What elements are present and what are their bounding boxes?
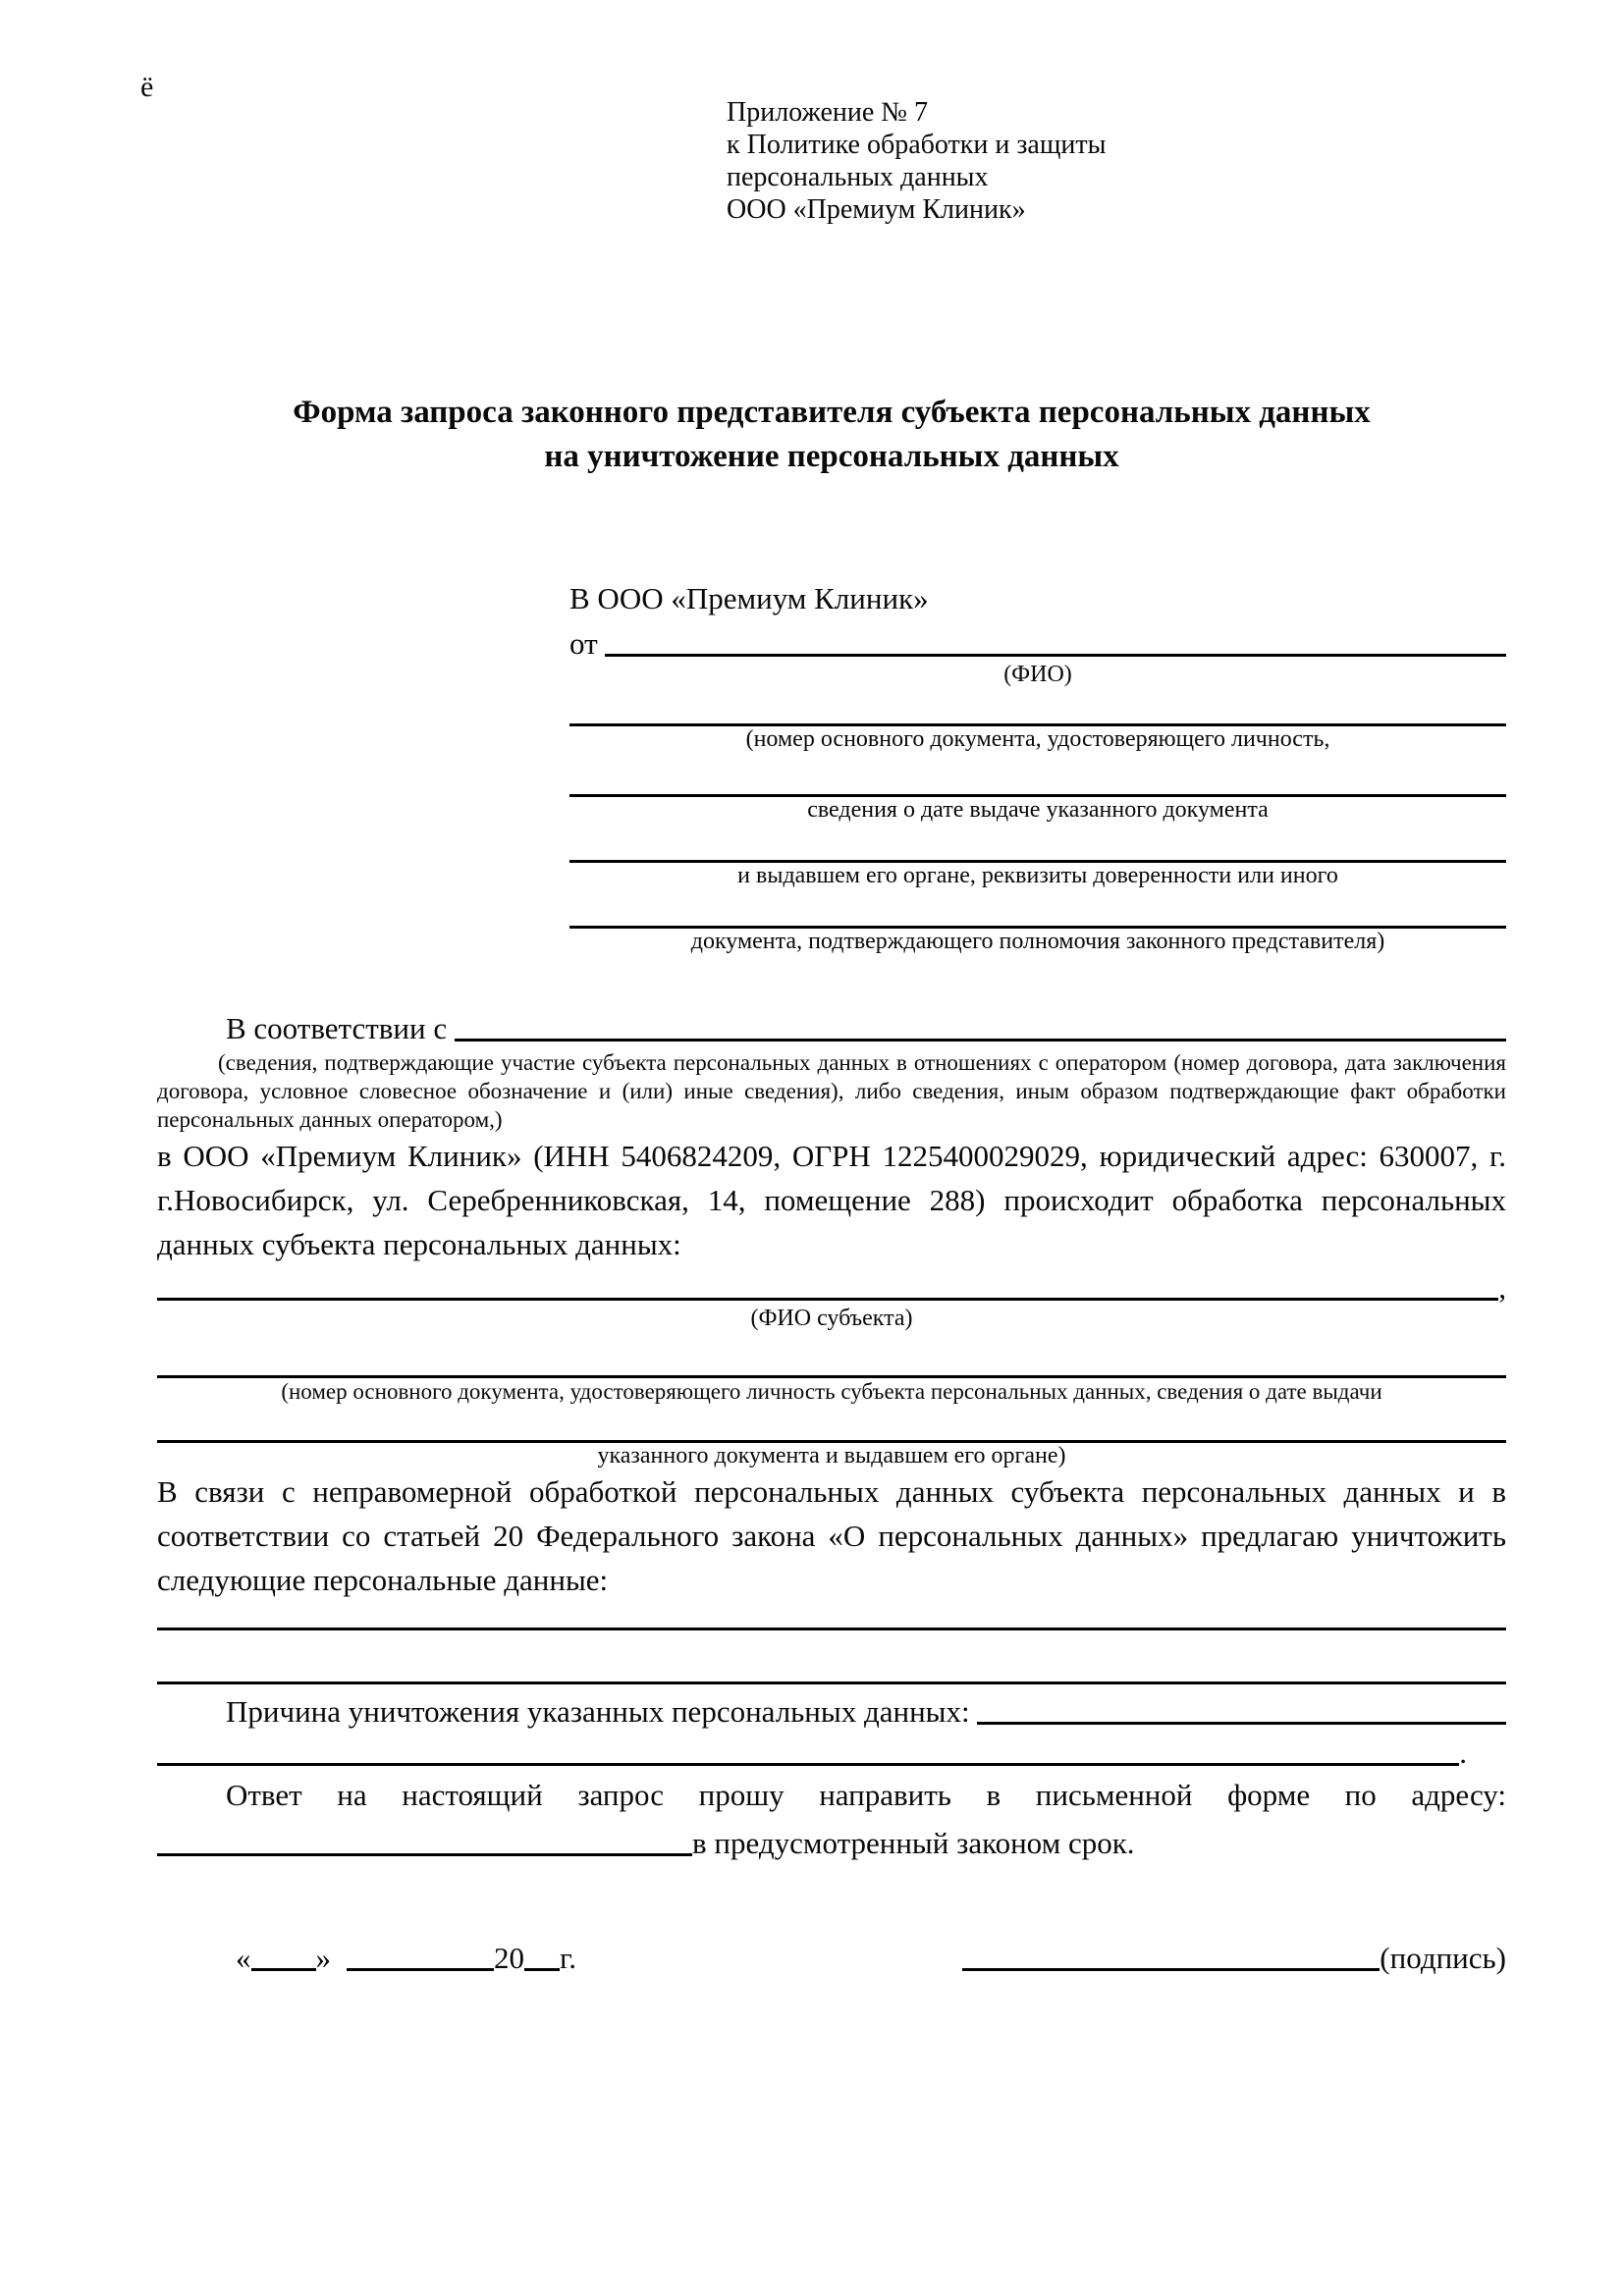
blank-data-line [157,1630,1506,1684]
field-caption: (номер основного документа, удостоверяющего личность субъекта персональных данных, сведения о дате выдачи [281,1379,1382,1404]
representative-doc-field [569,688,1506,753]
address-blank-line [157,1853,692,1856]
reason-terminator: . [1459,1735,1467,1770]
appendix-header-line: персональных данных [727,162,989,192]
date-day-line [251,1968,316,1971]
signature-line [962,1968,1380,1971]
document-title-line2: на уничтожение персональных данных [544,439,1119,474]
reason-fill-line [977,1722,1506,1725]
blank-field-line [569,753,1506,797]
document-title-line1: Форма запроса законного представителя субъекта персональных данных [293,395,1371,430]
date-year-line [524,1968,560,1971]
date-block [236,1932,576,1976]
blank-data-line [157,1602,1506,1630]
date-quote-close: » [315,1941,331,1975]
blank-field-line [569,688,1506,726]
reason-continuation-row [157,1730,1506,1771]
date-year-prefix: 20 [494,1941,524,1975]
accordance-note: (сведения, подтверждающие участие субъекта персональных данных в отношениях с оператором (номер договора, дата заключения договора, условное словесное обозначение и (или) иные сведения), либо сведения, иным образом подтверждающие факт обработки персональных данных оператором,) [157,1050,1506,1132]
reason-continuation-line [157,1763,1459,1766]
subject-fio-row [157,1266,1506,1306]
representative-doc-field [569,889,1506,955]
appendix-header-line: Приложение № 7 [727,97,928,128]
field-caption: и выдавшем его органе, реквизиты доверенности или иного [737,863,1338,888]
answer-suffix: в предусмотренный законом срок. [692,1826,1135,1860]
blank-field-line [569,824,1506,863]
reason-row [157,1684,1506,1730]
from-fill-line [605,654,1506,657]
representative-doc-field [569,824,1506,889]
appendix-header-line: к Политике обработки и защиты [727,130,1107,160]
stray-character: ё [140,71,154,103]
date-signature-row [157,1932,1506,1976]
addressee-to: В ООО «Премиум Клиник» [569,581,929,615]
from-label: от [569,626,606,661]
accordance-row [157,1004,1506,1046]
representative-doc-field [569,753,1506,824]
answer-address-row [157,1817,1506,1861]
signature-caption: (подпись) [1380,1941,1506,1975]
reason-label: Причина уничтожения указанных персональных данных: [226,1694,978,1729]
subject-doc-field [157,1332,1506,1405]
accordance-label: В соответствии с [226,1011,455,1045]
field-caption: сведения о дате выдаче указанного документа [807,797,1269,823]
fio-caption: (ФИО) [1003,662,1072,687]
from-field-row [569,619,1506,662]
date-month-line [347,1968,494,1971]
answer-paragraph: Ответ на настоящий запрос прошу направить в письменной форме по адресу: [226,1778,1506,1812]
appendix-header [727,96,1506,226]
subject-doc-field [157,1405,1506,1469]
accordance-fill-line [455,1039,1506,1041]
field-caption: документа, подтверждающего полномочия законного представителя) [690,929,1385,954]
unlawful-processing-paragraph: В связи с неправомерной обработкой персональных данных субъекта персональных данных и в соответствии со статьей 20 Федерального закона «О персональных данных» предлагаю уничтожить следующие персональные данные: [157,1474,1506,1597]
field-caption: указанного документа и выдавшем его органе) [597,1443,1066,1468]
subject-fio-caption: (ФИО субъекта) [750,1306,913,1331]
date-year-suffix: г. [560,1941,576,1975]
addressee-block [569,577,1506,955]
trailing-comma: , [1498,1270,1506,1305]
appendix-header-line: ООО «Премиум Клиник» [727,194,1026,225]
document-title [157,391,1506,479]
date-quote-open: « [236,1941,251,1975]
signature-block [962,1932,1506,1976]
blank-field-line [569,889,1506,929]
subject-fio-line [157,1298,1498,1301]
operator-paragraph: в ООО «Премиум Клиник» (ИНН 5406824209, ОГРН 1225400029029, юридический адрес: 630007, г. г.Новосибирск, ул. Серебренниковская, 14, помещение 288) происходит обработка персональных данных субъекта персональных данных: [157,1139,1506,1261]
blank-field-line [157,1332,1506,1378]
field-caption: (номер основного документа, удостоверяющего личность, [745,726,1330,752]
blank-field-line [157,1405,1506,1443]
